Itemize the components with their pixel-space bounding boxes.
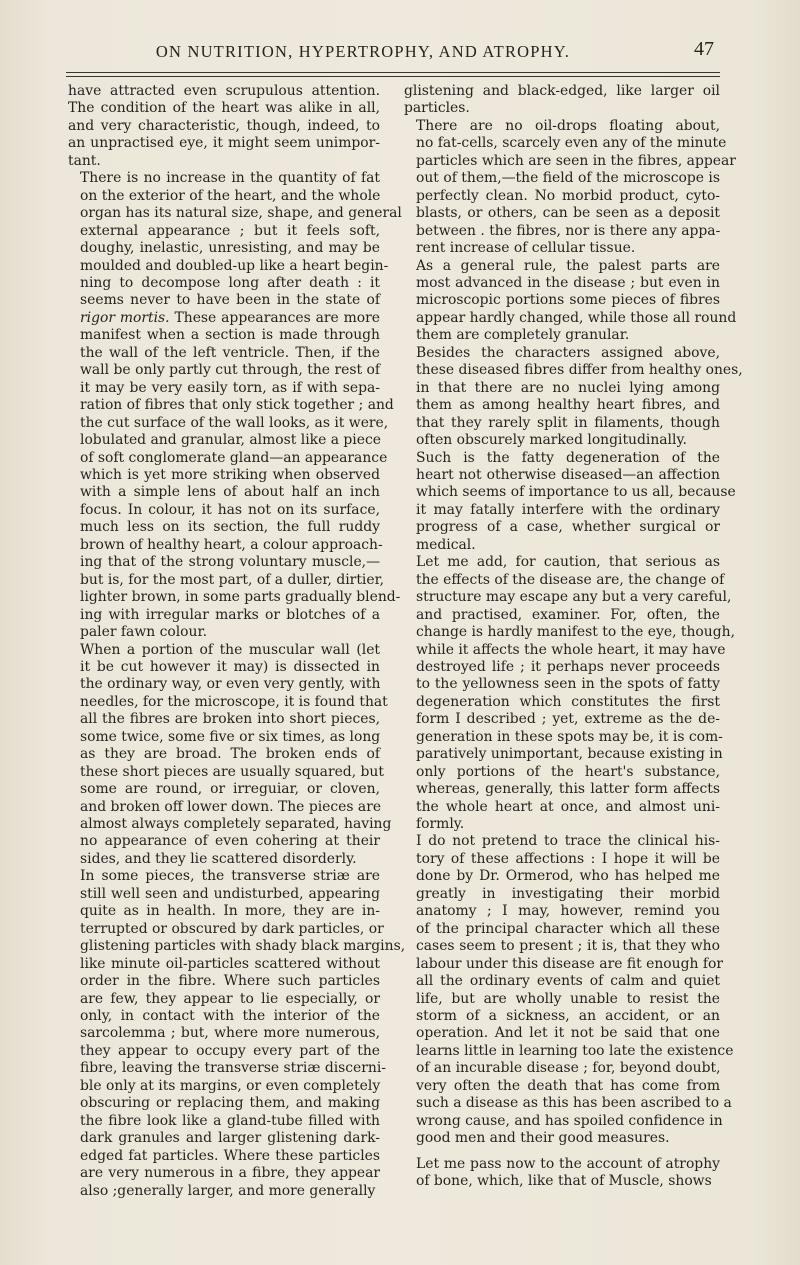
text-line: ration of fibres that only stick together ; and <box>80 397 394 414</box>
paragraph <box>404 257 737 345</box>
text-line: it may be very easily torn, as if with sepa- <box>80 379 380 396</box>
text-line: manifest when a section is made through <box>80 327 380 344</box>
text-line: paratively unimportant, because existing in <box>416 746 723 763</box>
text-line: have attracted even scrupulous attention. <box>68 83 380 99</box>
text-line: ing that of the strong voluntary muscle,— <box>80 554 380 571</box>
text-line: anatomy ; I may, however, remind you <box>416 903 720 920</box>
text-line: most advanced in the disease ; but even in <box>416 274 720 291</box>
text-line: appear hardly changed, while those all round <box>416 309 737 326</box>
text-line: tory of these affections : I hope it will be <box>416 850 720 867</box>
text-line: Let me pass now to the account of atrophy <box>416 1155 720 1172</box>
text-line: wall be only partly cut through, the rest of <box>80 362 380 379</box>
paragraph <box>404 83 720 118</box>
text-line: formly. <box>416 816 465 833</box>
text-line: of an incurable disease ; for, beyond doubt, <box>416 1060 721 1077</box>
text-line: the whole heart at once, and almost uni- <box>416 798 720 815</box>
text-line: the wall of the left ventricle. Then, if the <box>80 344 380 361</box>
text-line: these diseased fibres differ from healthy ones, <box>416 362 743 379</box>
text-line: Such is the fatty degeneration of the <box>416 449 720 466</box>
text-line: them are completely granular. <box>416 327 630 344</box>
text-line: rent increase of cellular tissue. <box>416 240 636 257</box>
text-line: out of them,—the field of the microscope is <box>416 170 720 187</box>
text-line: lobulated and granular, almost like a piece <box>80 432 381 449</box>
text-line: on the exterior of the heart, and the whole <box>80 187 381 204</box>
text-line: ble only at its margins, or even completely <box>80 1077 381 1094</box>
text-line: with a simple lens of about half an inch <box>80 484 380 501</box>
text-line: As a general rule, the palest parts are <box>416 257 720 274</box>
text-line: whereas, generally, this latter form affects <box>416 781 720 798</box>
text-line: glistening and black-edged, like larger oil <box>404 83 720 99</box>
text-line: blasts, or others, can be seen as a deposit <box>416 205 720 222</box>
text-line: Besides the characters assigned above, <box>416 344 720 361</box>
paragraph <box>404 833 734 1147</box>
text-line: almost always completely separated, having <box>80 816 392 833</box>
paragraph <box>68 170 402 641</box>
text-line: obscuring or replacing them, and making <box>80 1095 380 1112</box>
running-title: ON NUTRITION, HYPERTROPHY, AND ATROPHY. <box>155 42 571 61</box>
text-line: In some pieces, the transverse striæ are <box>80 868 380 885</box>
text-line: only portions of the heart's substance, <box>416 763 720 780</box>
text-line: are very numerous in a fibre, they appear <box>80 1165 380 1182</box>
text-line: it may fatally interfere with the ordinary <box>416 501 720 518</box>
text-line: cases seem to present ; it is, that they who <box>416 938 720 955</box>
text-line: which is yet more striking when observed <box>80 466 380 483</box>
text-line: sarcolemma ; but, where more numerous, <box>80 1025 380 1042</box>
text-line: change is hardly manifest to the eye, though, <box>416 624 735 641</box>
page-header <box>66 38 720 68</box>
paragraph <box>68 83 380 170</box>
text-line: some twice, some five or six times, as long <box>80 728 381 745</box>
text-line: fibre, leaving the transverse striæ discerni- <box>80 1060 387 1077</box>
paragraph <box>404 344 743 450</box>
page-number: 47 <box>694 38 714 60</box>
text-line: medical. <box>416 536 476 553</box>
text-line: much less on its section, the full ruddy <box>80 519 380 536</box>
text-line: I do not pretend to trace the clinical his- <box>416 833 720 850</box>
text-line: all the ordinary events of calm and quiet <box>416 973 720 990</box>
text-line: they appear to occupy every part of the <box>80 1042 380 1059</box>
text-line: order in the fibre. Where such particles <box>80 973 380 990</box>
text-line: only, in contact with the interior of the <box>80 1008 380 1025</box>
text-line: particles. <box>404 100 470 117</box>
text-line: destroyed life ; it perhaps never proceeds <box>416 658 720 675</box>
text-line: done by Dr. Ormerod, who has helped me <box>416 868 720 885</box>
text-line: life, but are wholly unable to resist the <box>416 990 720 1007</box>
text-line: generation in these spots may be, it is com- <box>416 728 723 745</box>
text-line: doughy, inelastic, unresisting, and may be <box>80 240 380 257</box>
text-line: still well seen and undisturbed, appearing <box>80 885 380 902</box>
text-line: paler fawn colour. <box>80 624 207 641</box>
text-line: very often the death that has come from <box>416 1077 720 1094</box>
text-line: good men and their good measures. <box>416 1130 670 1147</box>
text-line: no fat-cells, scarcely even any of the minute <box>416 135 727 152</box>
text-line: structure may escape any but a very careful, <box>416 589 732 606</box>
text-line: tant. <box>68 152 101 169</box>
text-line: an unpractised eye, it might seem unimpor- <box>68 135 380 152</box>
text-line: sides, and they lie scattered disorderly. <box>80 850 357 867</box>
text-line: particles which are seen in the fibres, appear <box>416 152 736 169</box>
text-line: edged fat particles. Where these particles <box>80 1147 380 1164</box>
text-line: heart not otherwise diseased—an affection <box>416 466 720 483</box>
text-line: ing with irregular marks or blotches of a <box>80 606 380 623</box>
text-line: The condition of the heart was alike in all, <box>68 100 380 117</box>
text-line: all the fibres are broken into short pieces, <box>80 711 380 728</box>
text-line: between . the fibres, nor is there any appa- <box>416 222 721 239</box>
text-line: progress of a case, whether surgical or <box>416 519 720 536</box>
text-line: of the principal character which all these <box>416 920 720 937</box>
text-line: of soft conglomerate gland—an appearance <box>80 449 388 466</box>
text-line: seems never to have been in the state of <box>80 292 380 309</box>
text-line: external appearance ; but it feels soft, <box>80 222 380 239</box>
text-line: learns little in learning too late the existence <box>416 1042 734 1059</box>
right-text-column <box>404 83 743 1191</box>
text-line: There is no increase in the quantity of fat <box>80 170 380 187</box>
paragraph <box>404 1156 720 1191</box>
text-line: are few, they appear to lie especially, or <box>80 990 380 1007</box>
text-line: ning to decompose long after death : it <box>80 274 380 291</box>
paragraph <box>404 117 736 258</box>
header-rule <box>66 72 720 77</box>
text-line: focus. In colour, it has not on its surface, <box>80 501 380 518</box>
text-line: the ordinary way, or even very gently, with <box>80 676 381 693</box>
text-line: microscopic portions some pieces of fibres <box>416 292 720 309</box>
text-line: storm of a sickness, an accident, or an <box>416 1008 720 1025</box>
paragraph <box>404 554 735 833</box>
text-line: which seems of importance to us all, because <box>416 484 736 501</box>
text-line: glistening particles with shady black margins, <box>80 938 406 955</box>
text-line: There are no oil-drops floating about, <box>416 117 720 134</box>
text-line: often obscurely marked longitudinally. <box>416 432 687 449</box>
text-line: to the yellowness seen in the spots of fatty <box>416 676 720 693</box>
text-line: dark granules and larger glistening dark- <box>80 1130 380 1147</box>
text-line: the cut surface of the wall looks, as it were, <box>80 414 389 431</box>
text-line: wrong cause, and has spoiled confidence in <box>416 1112 723 1129</box>
paragraph <box>404 449 736 555</box>
text-line: no appearance of even cohering at their <box>80 833 380 850</box>
text-line: needles, for the microscope, it is found that <box>80 693 388 710</box>
text-line: but is, for the most part, of a duller, dirtier, <box>80 571 385 588</box>
text-line: also ;generally larger, and more generally <box>80 1182 376 1199</box>
text-line: Let me add, for caution, that serious as <box>416 554 720 571</box>
text-line: it be cut however it may) is dissected in <box>80 658 380 675</box>
text-line: degeneration which constitutes the first <box>416 693 720 710</box>
italic-phrase: rigor mortis. <box>80 309 170 326</box>
text-line: operation. And let it not be said that one <box>416 1025 720 1042</box>
text-line: When a portion of the muscular wall (let <box>80 641 380 658</box>
left-text-column <box>68 83 406 1200</box>
text-line: the fibre look like a gland-tube filled with <box>80 1112 380 1129</box>
text-line: labour under this disease are fit enough for <box>416 955 723 972</box>
text-line: rigor mortis. These appearances are more <box>80 309 381 326</box>
text-line: and very characteristic, though, indeed, to <box>68 117 380 134</box>
text-line: and broken off lower down. The pieces are <box>80 798 382 815</box>
text-line: some are round, or irreguiar, or cloven, <box>80 781 380 798</box>
text-line: brown of healthy heart, a colour approach- <box>80 536 383 553</box>
text-line: like minute oil-particles scattered without <box>80 955 380 972</box>
text-line: them as among healthy heart fibres, and <box>416 397 720 414</box>
text-line: these short pieces are usually squared, but <box>80 763 384 780</box>
text-line: perfectly clean. No morbid product, cyto- <box>416 187 720 204</box>
text-line: that they rarely split in filaments, though <box>416 414 720 431</box>
text-line: such a disease as this has been ascribed to a <box>416 1095 732 1112</box>
text-line: organ has its natural size, shape, and general <box>80 205 402 222</box>
text-line: terrupted or obscured by dark particles, or <box>80 920 384 937</box>
text-line: as they are broad. The broken ends of <box>80 746 380 763</box>
text-line: while it affects the whole heart, it may have <box>416 641 726 658</box>
text-line: the effects of the disease are, the change of <box>416 571 725 588</box>
text-line: quite as in health. In more, they are in- <box>80 903 380 920</box>
paragraph <box>68 641 392 869</box>
text-line: form I described ; yet, extreme as the de- <box>416 711 720 728</box>
text-line: of bone, which, like that of Muscle, shows <box>416 1173 712 1190</box>
text-line: in that there are no nuclei lying among <box>416 379 720 396</box>
text-line: greatly in investigating their morbid <box>416 885 720 902</box>
text-line: and practised, examiner. For, often, the <box>416 606 720 623</box>
text-line: lighter brown, in some parts gradually blend- <box>80 589 401 606</box>
text-line: moulded and doubled-up like a heart begin- <box>80 257 389 274</box>
paragraph <box>68 868 406 1200</box>
